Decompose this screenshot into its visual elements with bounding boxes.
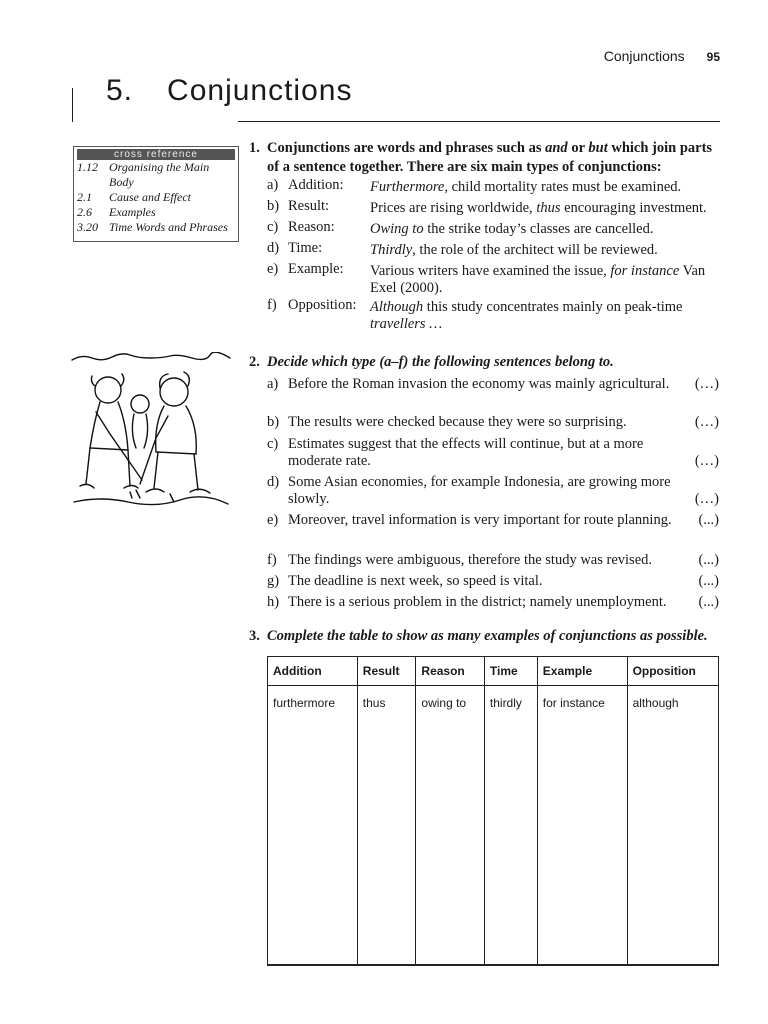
section-number: 1. <box>249 140 260 156</box>
answer-slot[interactable]: (…) <box>694 376 719 392</box>
answer-slot[interactable]: (…) <box>694 414 719 430</box>
column-header: Reason <box>416 657 484 686</box>
section-1 <box>249 139 722 177</box>
table-cell[interactable]: thus <box>357 686 416 966</box>
answer-slot[interactable]: (…) <box>694 491 719 507</box>
column-header: Opposition <box>627 657 718 686</box>
exercise-item: g) The deadline is next week, so speed is vital. (...) <box>267 573 719 589</box>
table-row <box>268 686 719 966</box>
answer-slot[interactable]: (...) <box>698 594 719 610</box>
answer-slot[interactable]: (...) <box>698 573 719 589</box>
type-row: a) Addition: Furthermore, child mortality rates must be examined. <box>267 177 682 195</box>
conjunctions-table <box>267 656 719 966</box>
column-header: Example <box>537 657 627 686</box>
table-cell[interactable]: thirdly <box>484 686 537 966</box>
section-3 <box>249 627 722 646</box>
section-3-instruction: Complete the table to show as many examples of conjunctions as possible. <box>267 628 708 644</box>
chapter-name: Conjunctions <box>167 74 353 107</box>
type-row: b) Result: Prices are rising worldwide, thus encouraging investment. <box>267 198 707 216</box>
cross-reference-heading: cross reference <box>77 149 235 160</box>
section-2-instruction: Decide which type (a–f) the following sentences belong to. <box>267 354 614 370</box>
conjunction-types-list <box>267 177 722 333</box>
table-header-row <box>268 657 719 686</box>
type-row: c) Reason: Owing to the strike today’s classes are cancelled. <box>267 219 654 237</box>
column-header: Time <box>484 657 537 686</box>
table-cell[interactable]: although <box>627 686 718 966</box>
answer-slot[interactable]: (...) <box>698 512 719 528</box>
running-title: Conjunctions <box>603 48 685 64</box>
column-header: Result <box>357 657 416 686</box>
section-1-intro: Conjunctions are words and phrases such as and or but which join parts of a sentence together. There are six main types of conjunctions: <box>267 140 713 175</box>
type-row: f) Opposition: Although this study concentrates mainly on peak-time travellers … <box>267 297 683 332</box>
title-rule-horizontal <box>238 121 720 122</box>
cross-reference-item[interactable]: 2.6 Examples <box>77 205 156 219</box>
running-header <box>604 48 720 64</box>
cross-reference-item[interactable]: 3.20 Time Words and Phrases <box>77 220 228 234</box>
table-cell[interactable]: owing to <box>416 686 484 966</box>
title-rule-vertical <box>72 88 73 122</box>
section-2 <box>249 353 722 372</box>
answer-slot[interactable]: (...) <box>698 552 719 568</box>
cross-reference-box <box>73 146 239 242</box>
exercise-item: e) Moreover, travel information is very important for route planning. (...) <box>267 512 719 528</box>
section-number: 2. <box>249 354 260 370</box>
answer-slot[interactable]: (…) <box>694 453 719 469</box>
chapter-number: 5. <box>106 74 134 107</box>
cross-reference-item[interactable]: 2.1 Cause and Effect <box>77 190 191 204</box>
column-header: Addition <box>268 657 358 686</box>
exercise-item: c) Estimates suggest that the effects will continue, but at a more moderate rate. (…) <box>267 436 719 469</box>
page-number: 95 <box>706 50 720 64</box>
exercise-item: a) Before the Roman invasion the economy was mainly agricultural. (…) <box>267 376 719 392</box>
cross-reference-item[interactable]: 1.12 Organising the Main Body <box>77 160 210 189</box>
type-row: e) Example: Various writers have examined the issue, for instance Van Exel (2000). <box>267 261 706 296</box>
exercise-item: f) The findings were ambiguous, therefore the study was revised. (...) <box>267 552 719 568</box>
table-cell[interactable]: for instance <box>537 686 627 966</box>
exercise-item: b) The results were checked because they were so surprising. (…) <box>267 414 719 430</box>
chapter-title <box>106 74 352 108</box>
table-cell[interactable]: furthermore <box>268 686 358 966</box>
type-row: d) Time: Thirdly, the role of the architect will be reviewed. <box>267 240 658 258</box>
illustration-two-men-digging <box>70 352 232 514</box>
exercise-item: d) Some Asian economies, for example Indonesia, are growing more slowly. (…) <box>267 474 719 507</box>
section-number: 3. <box>249 628 260 644</box>
exercise-item: h) There is a serious problem in the district; namely unemployment. (...) <box>267 594 719 610</box>
